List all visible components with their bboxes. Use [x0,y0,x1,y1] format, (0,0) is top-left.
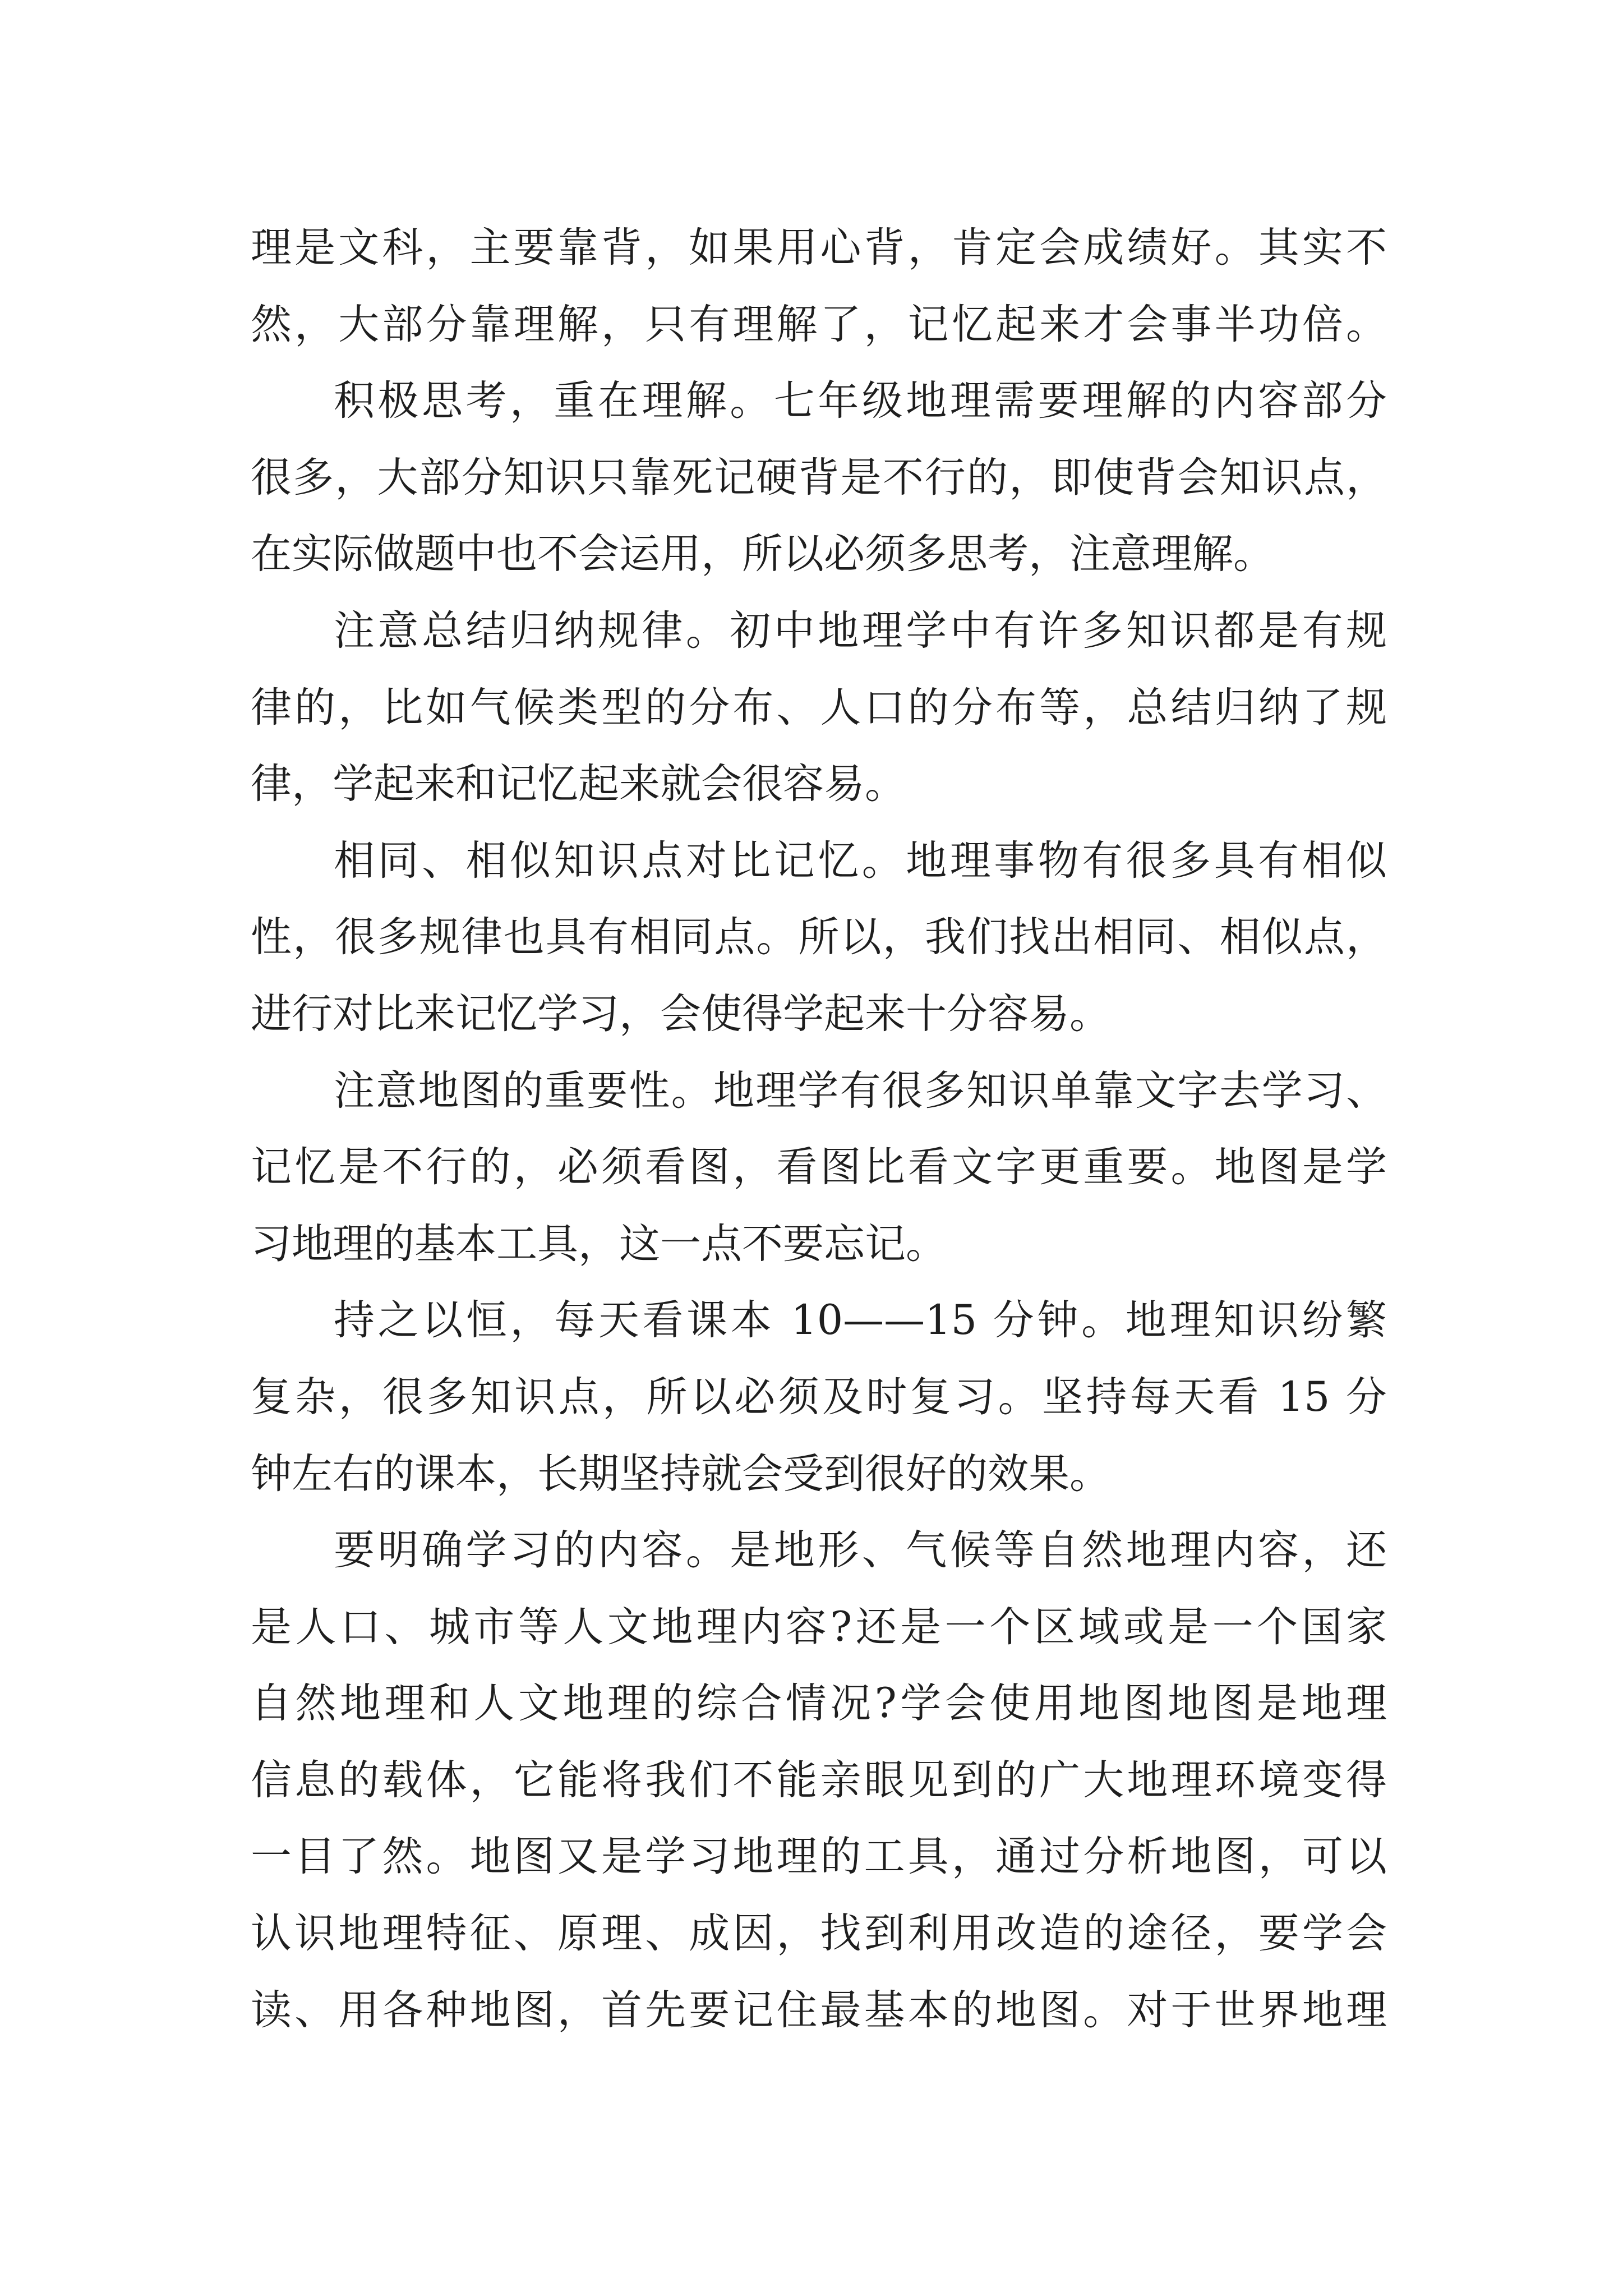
text-line: 读、用各种地图，首先要记住最基本的地图。对于世界地理 [251,1986,1387,2034]
paragraph [251,1053,1387,1283]
paragraph [251,1512,1387,2049]
text-line: 记忆是不行的，必须看图，看图比看文字更重要。地图是学 [251,1143,1387,1191]
text-line: 注意总结归纳规律。初中地理学中有许多知识都是有规 [334,606,1387,655]
text-line: 习地理的基本工具，这一点不要忘记。 [251,1220,947,1268]
paragraph [251,210,1387,363]
text-line: 在实际做题中也不会运用，所以必须多思考，注意理解。 [251,530,1274,578]
text-line: 一目了然。地图又是学习地理的工具，通过分析地图，可以 [251,1833,1387,1881]
paragraph [251,823,1387,1053]
paragraph [251,363,1387,593]
text-line: 钟左右的课本，长期坚持就会受到很好的效果。 [251,1450,1110,1498]
text-line: 性，很多规律也具有相同点。所以，我们找出相同、相似点， [251,913,1387,961]
text-line: 然，大部分靠理解，只有理解了，记忆起来才会事半功倍。 [251,300,1387,348]
text-line: 复杂，很多知识点，所以必须及时复习。坚持每天看 15 分 [251,1373,1387,1421]
text-line: 律的，比如气候类型的分布、人口的分布等，总结归纳了规 [251,683,1387,731]
text-line: 很多，大部分知识只靠死记硬背是不行的，即使背会知识点， [251,453,1387,501]
paragraph [251,593,1387,823]
paragraph [251,1282,1387,1512]
text-line: 持之以恒，每天看课本 10——15 分钟。地理知识纷繁 [334,1296,1387,1345]
text-line: 进行对比来记忆学习，会使得学起来十分容易。 [251,990,1110,1038]
text-line: 信息的载体，它能将我们不能亲眼见到的广大地理环境变得 [251,1756,1387,1804]
text-line: 自然地理和人文地理的综合情况?学会使用地图地图是地理 [251,1680,1387,1728]
text-line: 积极思考，重在理解。七年级地理需要理解的内容部分 [334,377,1387,425]
document-body [251,210,1387,2049]
text-line: 律，学起来和记忆起来就会很容易。 [251,760,906,808]
text-line: 注意地图的重要性。地理学有很多知识单靠文字去学习、 [334,1066,1387,1115]
text-line: 要明确学习的内容。是地形、气候等自然地理内容，还 [334,1526,1387,1575]
text-line: 理是文科，主要靠背，如果用心背，肯定会成绩好。其实不 [251,224,1387,272]
text-line: 是人口、城市等人文地理内容?还是一个区域或是一个国家 [251,1603,1387,1651]
text-line: 认识地理特征、原理、成因，找到利用改造的途径，要学会 [251,1910,1387,1958]
text-line: 相同、相似知识点对比记忆。地理事物有很多具有相似 [334,836,1387,885]
